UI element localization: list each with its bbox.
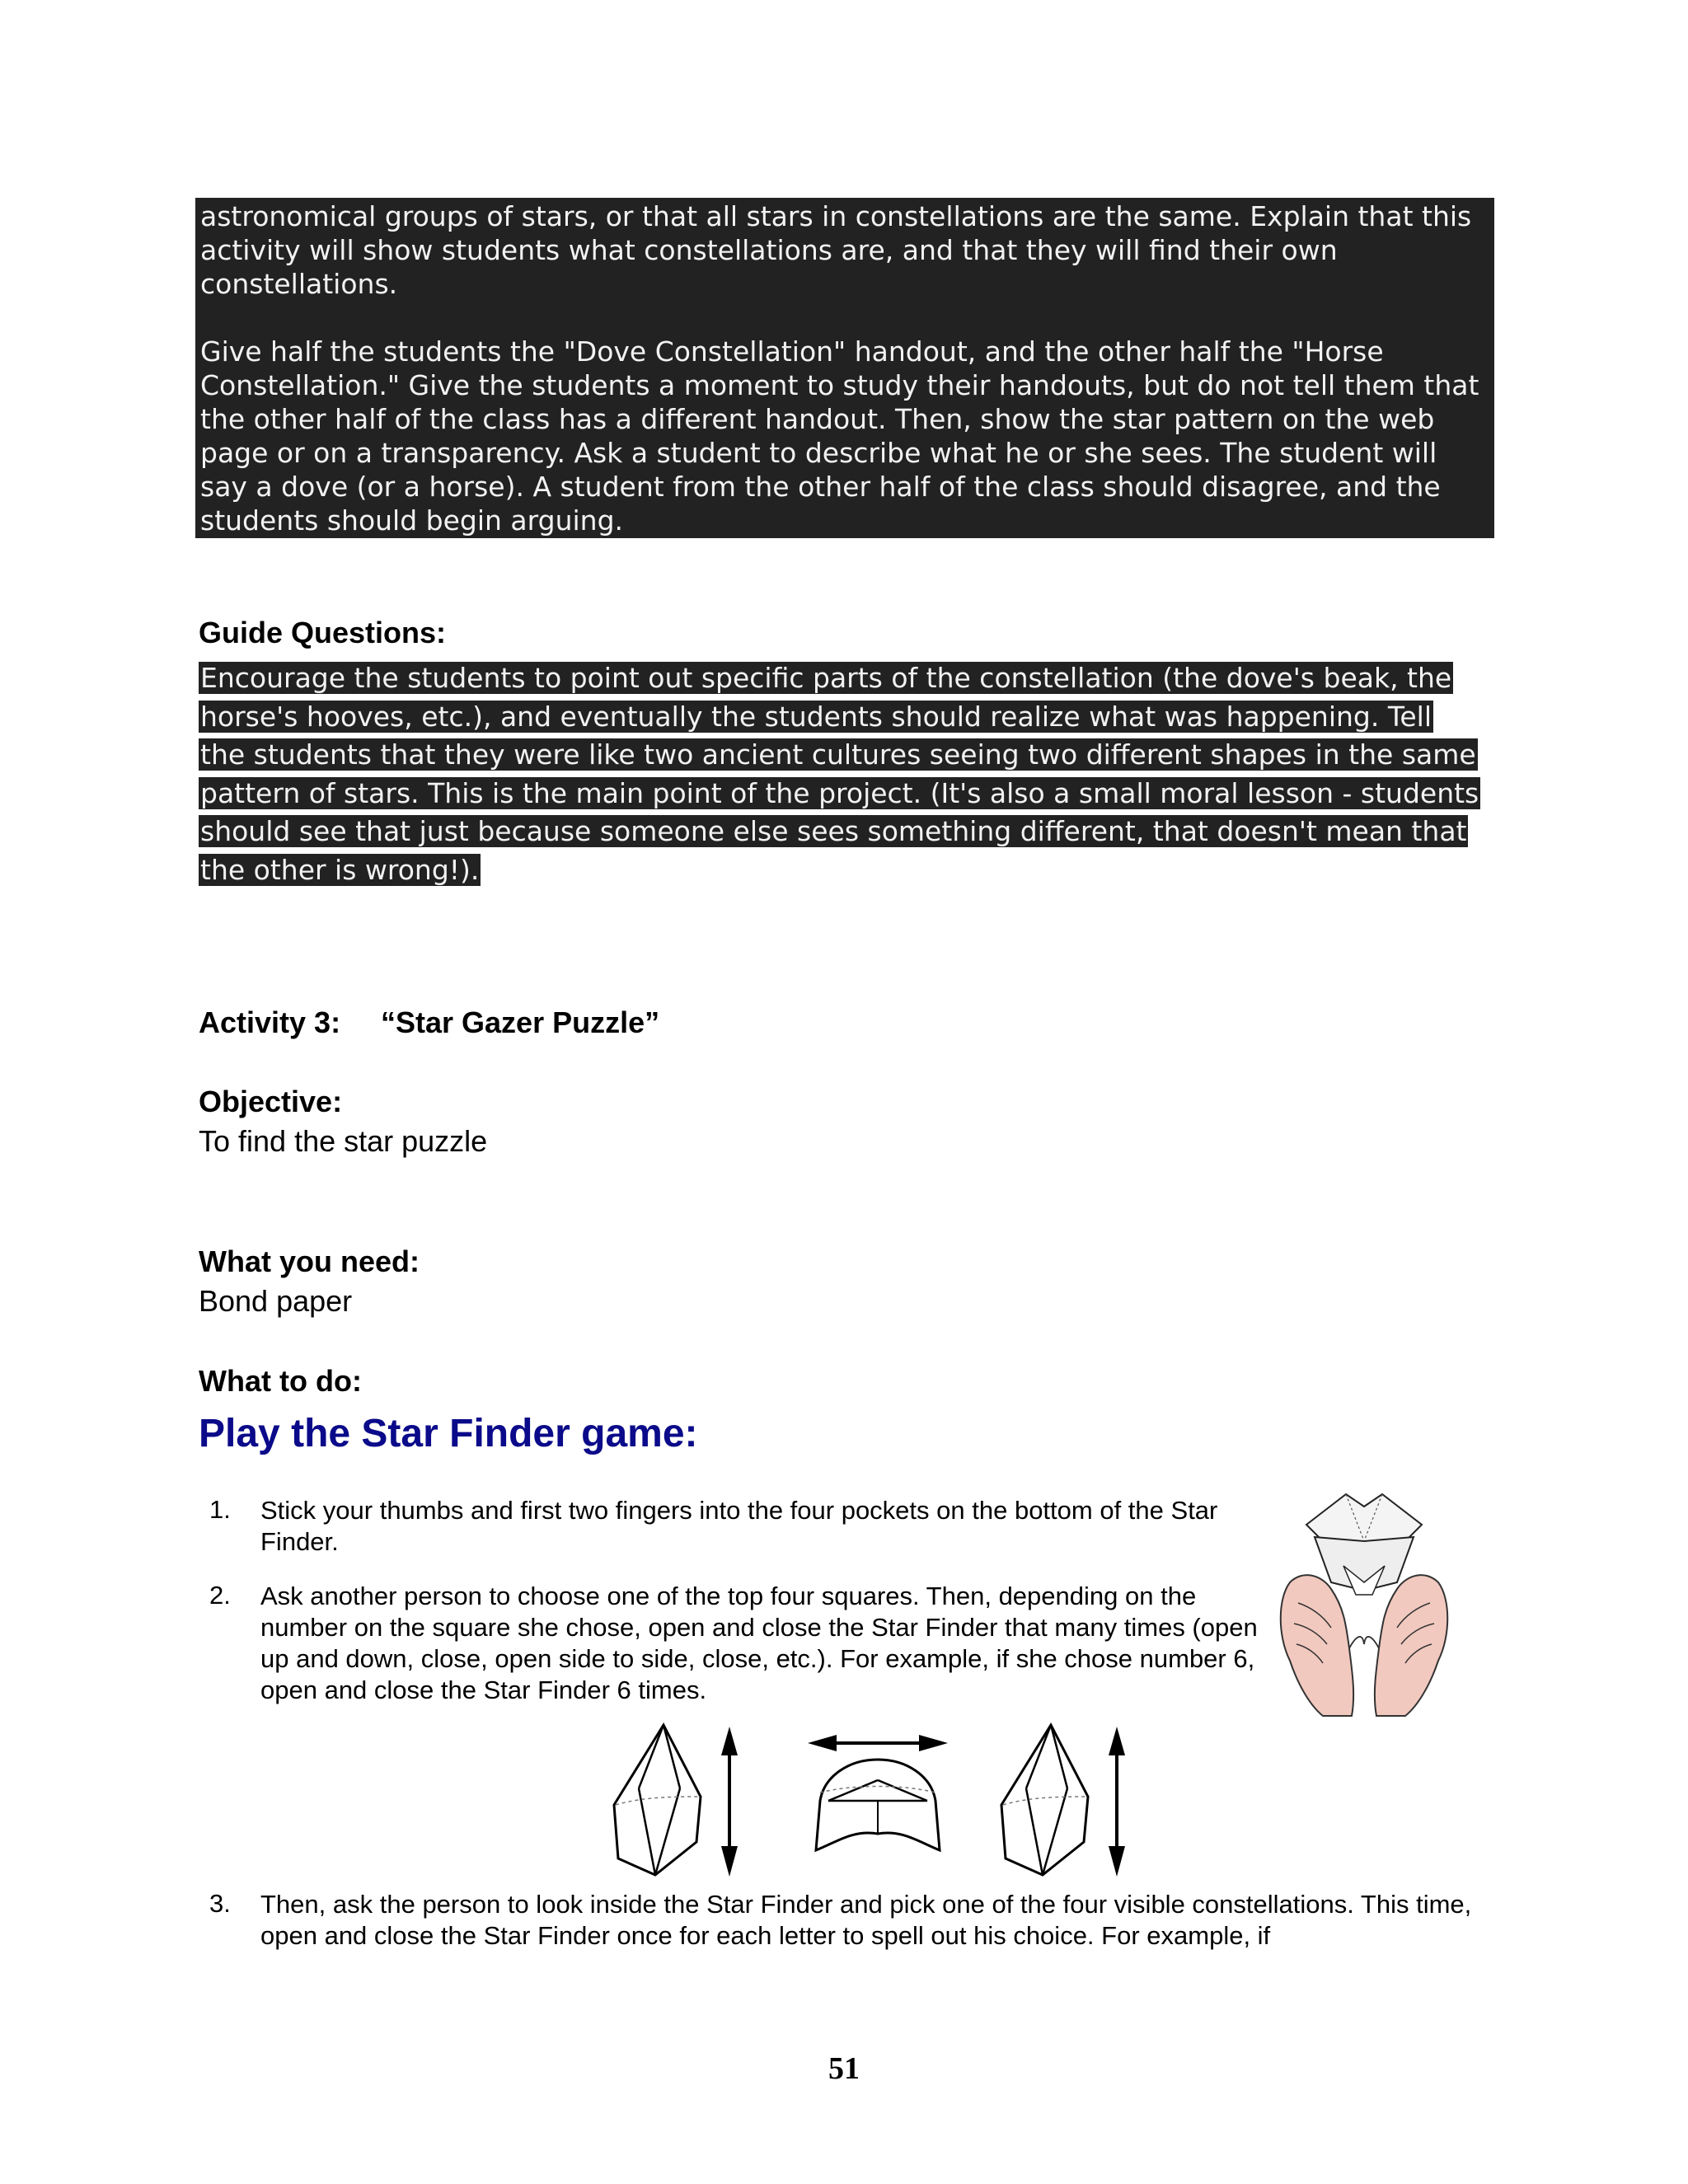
step-1-text: Stick your thumbs and first two fingers into the four pockets on the bottom of the Star Finder. bbox=[260, 1496, 1218, 1556]
guide-highlighted-text: Encourage the students to point out specific parts of the constellation (the dove's beak, the horse's hooves, etc.), and eventually the students should realize what was happening. Tell the students that they were like two ancient cultures seeing two different shapes in the same pattern of stars. This is the main point of the project. (It's also a small moral lesson - students should see that just because someone else sees something different, that doesn't mean that the other is wrong!). bbox=[200, 662, 1479, 886]
game-heading: Play the Star Finder game: bbox=[199, 1412, 698, 1455]
guide-heading: Guide Questions: bbox=[199, 616, 447, 649]
fold-diagram-side-to-side bbox=[804, 1727, 952, 1875]
intro-block bbox=[195, 198, 1494, 538]
step-2-text: Ask another person to choose one of the top four squares. Then, depending on the number on the square she chose, open and close the Star Finder that many times (open up and down, close, open side to side, close, etc.). For example, if she chose number 6, open and close the Star Finder 6 times. bbox=[260, 1582, 1258, 1704]
intro-paragraph-1: astronomical groups of stars, or that all stars in constellations are the same. Explain that this activity will show students what constellations are, and that they will find their own constellations. bbox=[200, 200, 1472, 300]
fold-diagram-up-down-2 bbox=[993, 1718, 1138, 1883]
step-1-number: 1. bbox=[209, 1495, 231, 1524]
page-number: 51 bbox=[828, 2051, 860, 2086]
need-text: Bond paper bbox=[199, 1284, 353, 1318]
step-3-number: 3. bbox=[209, 1889, 231, 1918]
activity-label: Activity 3: bbox=[199, 1005, 341, 1039]
step-3-text: Then, ask the person to look inside the Star Finder and pick one of the four visible constellations. This time, open and close the Star Finder once for each letter to spell out his choice. For example, if bbox=[260, 1890, 1472, 1950]
activity-title: “Star Gazer Puzzle” bbox=[381, 1005, 660, 1039]
hands-star-finder-illustration bbox=[1273, 1492, 1455, 1721]
step-2-number: 2. bbox=[209, 1581, 231, 1610]
objective-heading: Objective: bbox=[199, 1085, 343, 1118]
need-heading: What you need: bbox=[199, 1244, 420, 1278]
fold-diagram-up-down-1 bbox=[606, 1718, 751, 1883]
guide-text bbox=[199, 659, 1484, 889]
objective-text: To find the star puzzle bbox=[199, 1124, 488, 1158]
intro-paragraph-2: Give half the students the "Dove Constellation" handout, and the other half the "Horse Constellation." Give the students a moment to study their handouts, but do not tell them that the other half of the class has a different handout. Then, show the star pattern on the web page or on a transparency. Ask a student to describe what he or she sees. The student will say a dove (or a horse). A student from the other half of the class should disagree, and the students should begin arguing. bbox=[200, 335, 1479, 537]
todo-heading: What to do: bbox=[199, 1364, 362, 1398]
